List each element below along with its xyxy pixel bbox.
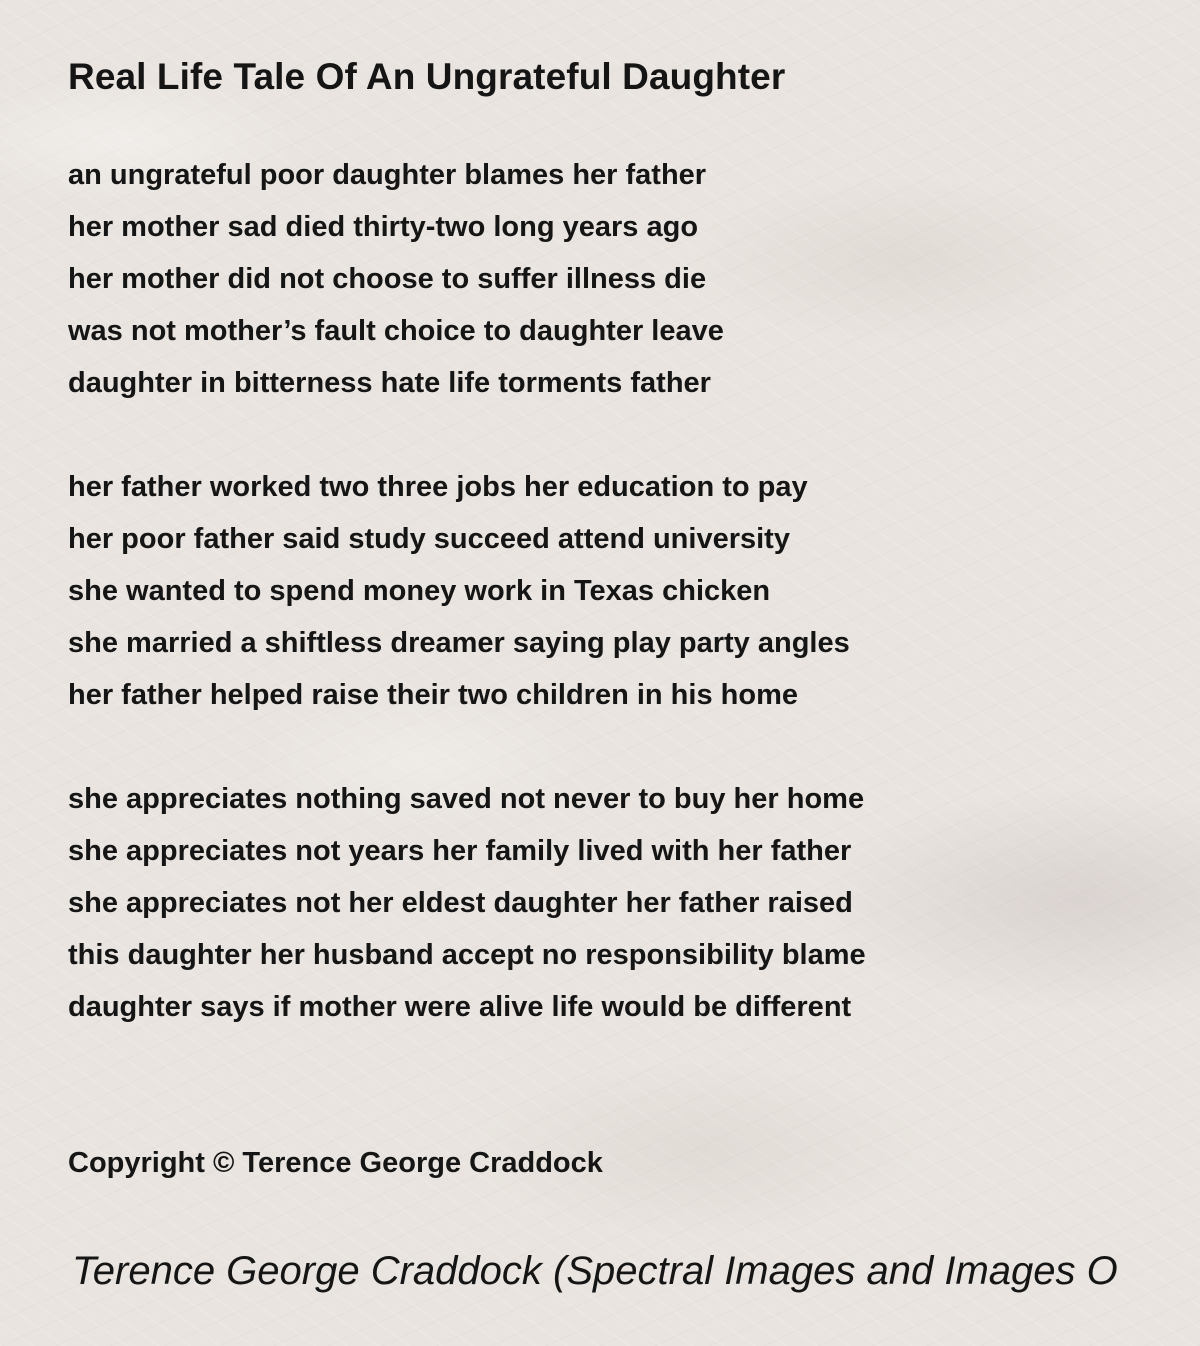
poem-line: she married a shiftless dreamer saying play party angles [68,627,850,659]
poem-line: an ungrateful poor daughter blames her father [68,159,707,191]
poem-line: she appreciates not years her family lived with her father [68,835,852,867]
poem-line: daughter says if mother were alive life would be different [68,991,852,1023]
poem-line: this daughter her husband accept no responsibility blame [68,939,866,971]
copyright-notice: Copyright © Terence George Craddock [68,1147,603,1179]
poem-line: her poor father said study succeed attend university [68,523,790,555]
poem-line: her father helped raise their two children in his home [68,679,798,711]
stanza-3 [68,773,866,1033]
poem-title: Real Life Tale Of An Ungrateful Daughter [68,56,786,97]
stanza-2 [68,461,850,721]
poem-line: she appreciates not her eldest daughter her father raised [68,887,853,919]
poem-line: her mother sad died thirty-two long years ago [68,211,699,243]
poem-line: she appreciates nothing saved not never to buy her home [68,783,865,815]
poem-line: daughter in bitterness hate life torments father [68,367,711,399]
poem-line: she wanted to spend money work in Texas chicken [68,575,771,607]
poem-line: her mother did not choose to suffer illness die [68,263,707,295]
poem-line: was not mother’s fault choice to daughter leave [68,315,724,347]
poem-line: her father worked two three jobs her education to pay [68,471,808,503]
stanza-1 [68,149,724,409]
author-footer: Terence George Craddock (Spectral Images and Images O [72,1249,1118,1293]
